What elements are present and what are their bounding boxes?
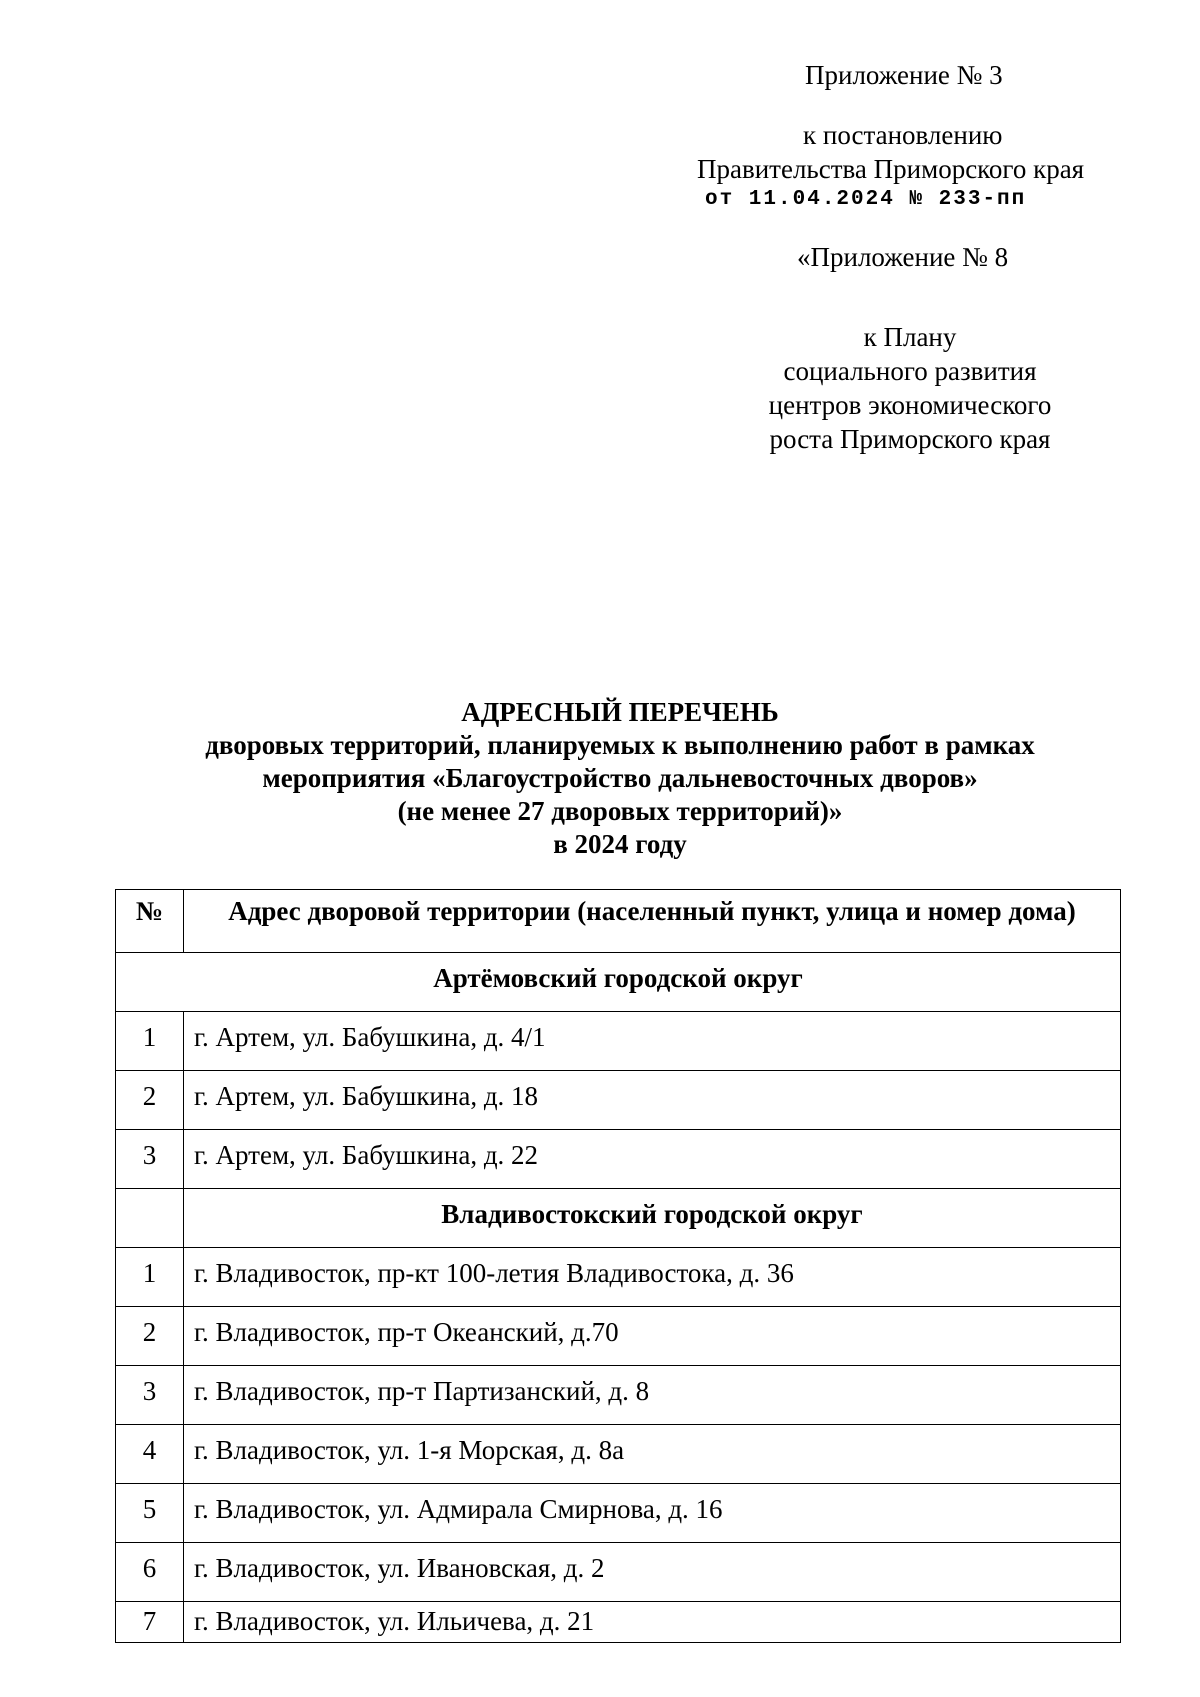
table-row — [116, 1484, 1121, 1543]
row-number: 2 — [116, 1071, 184, 1130]
title-line: дворовых территорий, планируемых к выполнению работ в рамках — [205, 730, 1035, 760]
row-address: г. Владивосток, ул. 1-я Морская, д. 8а — [184, 1425, 1121, 1484]
row-number: 4 — [116, 1425, 184, 1484]
row-address: г. Владивосток, пр-кт 100-летия Владивостока, д. 36 — [184, 1248, 1121, 1307]
group-number-empty — [116, 1189, 184, 1248]
row-number: 1 — [116, 1248, 184, 1307]
table-row — [116, 1012, 1121, 1071]
table-row — [116, 1543, 1121, 1602]
inner-appendix-number: «Приложение № 8 — [797, 242, 1009, 272]
plan-line: к Плану — [863, 322, 957, 352]
address-table — [115, 889, 1121, 1643]
row-number: 1 — [116, 1012, 184, 1071]
row-number: 5 — [116, 1484, 184, 1543]
table-row — [116, 1366, 1121, 1425]
table-row — [116, 1071, 1121, 1130]
row-address: г. Артем, ул. Бабушкина, д. 18 — [184, 1071, 1121, 1130]
row-number: 2 — [116, 1307, 184, 1366]
row-number: 7 — [116, 1602, 184, 1643]
row-address: г. Владивосток, пр-т Океанский, д.70 — [184, 1307, 1121, 1366]
row-address: г. Артем, ул. Бабушкина, д. 4/1 — [184, 1012, 1121, 1071]
document-title — [120, 696, 1120, 861]
resolution-ref: к постановлению — [803, 120, 1003, 150]
registration-stamp: от 11.04.2024 № 233-пп — [705, 188, 1027, 211]
group-name: Владивостокский городской округ — [184, 1189, 1121, 1248]
appendix-number: Приложение № 3 — [805, 60, 1003, 90]
table-row — [116, 1307, 1121, 1366]
row-address: г. Владивосток, ул. Адмирала Смирнова, д. 16 — [184, 1484, 1121, 1543]
plan-line: роста Приморского края — [769, 424, 1051, 454]
row-number: 3 — [116, 1366, 184, 1425]
row-number: 6 — [116, 1543, 184, 1602]
row-number: 3 — [116, 1130, 184, 1189]
group-name: Артёмовский городской округ — [116, 953, 1121, 1012]
plan-reference — [740, 320, 1080, 456]
table-row — [116, 1602, 1121, 1643]
row-address: г. Владивосток, пр-т Партизанский, д. 8 — [184, 1366, 1121, 1425]
group-row — [116, 953, 1121, 1012]
title-line: мероприятия «Благоустройство дальневосточных дворов» — [262, 763, 978, 793]
row-address: г. Владивосток, ул. Ивановская, д. 2 — [184, 1543, 1121, 1602]
group-row — [116, 1189, 1121, 1248]
table-row — [116, 1425, 1121, 1484]
column-header-number: № — [116, 890, 184, 953]
row-address: г. Владивосток, ул. Ильичева, д. 21 — [184, 1602, 1121, 1643]
plan-line: центров экономического — [768, 390, 1052, 420]
title-line: в 2024 году — [553, 829, 687, 859]
row-address: г. Артем, ул. Бабушкина, д. 22 — [184, 1130, 1121, 1189]
column-header-address: Адрес дворовой территории (населенный пункт, улица и номер дома) — [184, 890, 1121, 953]
plan-line: социального развития — [783, 356, 1037, 386]
government-name: Правительства Приморского края — [697, 154, 1085, 184]
table-header-row — [116, 890, 1121, 953]
title-line: АДРЕСНЫЙ ПЕРЕЧЕНЬ — [461, 697, 779, 727]
title-line: (не менее 27 дворовых территорий)» — [397, 796, 843, 826]
table-row — [116, 1248, 1121, 1307]
table-row — [116, 1130, 1121, 1189]
